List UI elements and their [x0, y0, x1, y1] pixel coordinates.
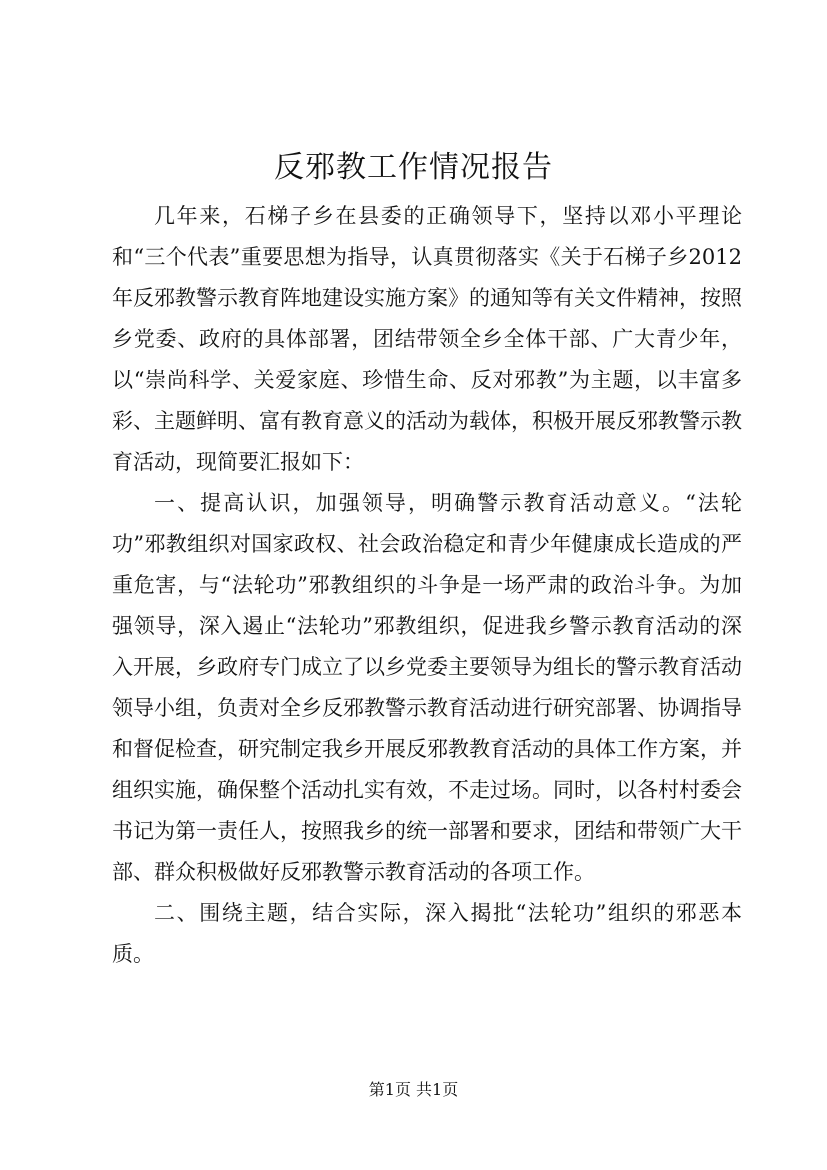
- page-number-footer: 第1页 共1页: [368, 1080, 459, 1099]
- paragraph-intro: 几年来，石梯子乡在县委的正确领导下，坚持以邓小平理论和“三个代表”重要思想为指导，认真贯彻落实《关于石梯子乡2012年反邪教警示教育阵地建设实施方案》的通知等有关文件精神，按照乡党委、政府的具体部署，团结带领全乡全体干部、广大青少年，以“崇尚科学、关爱家庭、珍惜生命、反对邪教”为主题，以丰富多彩、主题鲜明、富有教育意义的活动为载体，积极开展反邪教警示教育活动，现简要汇报如下：: [112, 204, 742, 474]
- document-title: 反邪教工作情况报告: [274, 150, 553, 185]
- paragraph-section-1: 一、提高认识，加强领导，明确警示教育活动意义。“法轮功”邪教组织对国家政权、社会政治稳定和青少年健康成长造成的严重危害，与“法轮功”邪教组织的斗争是一场严肃的政治斗争。为加强领导，深入遏止“法轮功”邪教组织，促进我乡警示教育活动的深入开展，乡政府专门成立了以乡党委主要领导为组长的警示教育活动领导小组，负责对全乡反邪教警示教育活动进行研究部署、协调指导和督促检查，研究制定我乡开展反邪教教育活动的具体工作方案，并组织实施，确保整个活动扎实有效，不走过场。同时，以各村村委会书记为第一责任人，按照我乡的统一部署和要求，团结和带领广大干部、群众积极做好反邪教警示教育活动的各项工作。: [112, 491, 742, 884]
- paragraph-section-2: 二、围绕主题，结合实际，深入揭批“法轮功”组织的邪恶本质。: [112, 901, 742, 966]
- document-body: [112, 196, 742, 975]
